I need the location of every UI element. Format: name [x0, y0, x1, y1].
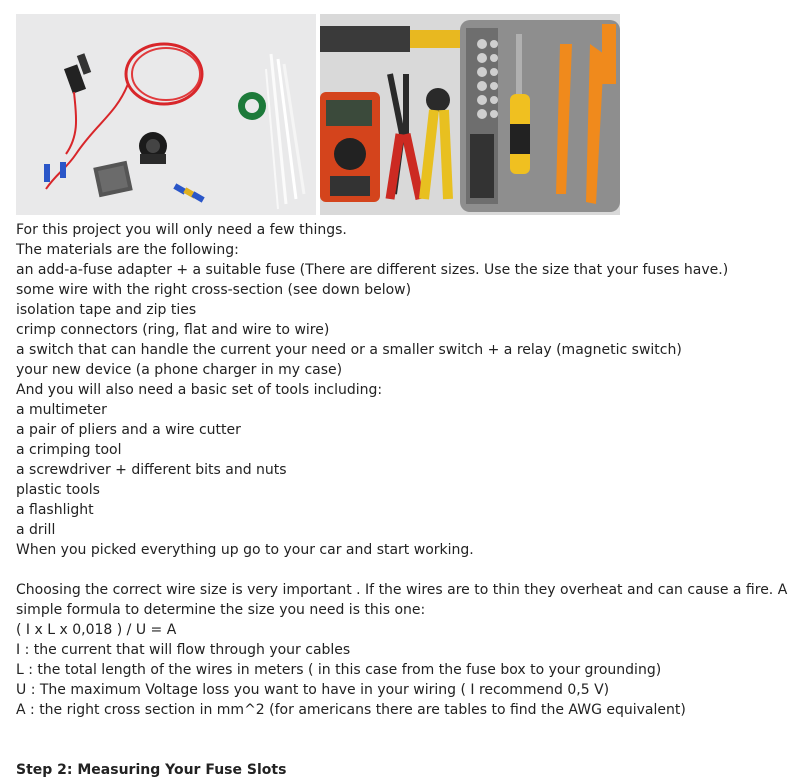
step-title: Step 2: Measuring Your Fuse Slots	[16, 762, 287, 778]
text-line: The materials are the following:	[16, 242, 239, 258]
tools-photo[interactable]	[320, 14, 620, 215]
wire-size-paragraph: Choosing the correct wire size is very important . If the wires are to thin they overheat and can cause a fire. A simple formula to determine the size you need is this one:	[16, 582, 788, 618]
photo-row	[16, 14, 620, 215]
step-body	[16, 220, 802, 780]
text-line: some wire with the right cross-section (see down below)	[16, 282, 412, 298]
text-line: a switch that can handle the current your need or a smaller switch + a relay (magnetic switch)	[16, 342, 682, 358]
text-line: a crimping tool	[16, 442, 122, 458]
text-line: a screwdriver + different bits and nuts	[16, 462, 287, 478]
text-line: a flashlight	[16, 502, 94, 518]
text-line: L : the total length of the wires in meters ( in this case from the fuse box to your grounding)	[16, 662, 662, 678]
text-line: crimp connectors (ring, flat and wire to wire)	[16, 322, 330, 338]
text-line: plastic tools	[16, 482, 100, 498]
text-line: I : the current that will flow through your cables	[16, 642, 351, 658]
spacer	[16, 720, 802, 760]
materials-photo[interactable]	[16, 14, 316, 215]
text-line: a pair of pliers and a wire cutter	[16, 422, 241, 438]
text-line: a drill	[16, 522, 56, 538]
formula-list	[16, 620, 802, 720]
text-line: When you picked everything up go to your car and start working.	[16, 542, 474, 558]
text-line: For this project you will only need a few things.	[16, 222, 347, 238]
spacer	[16, 560, 802, 580]
text-line: an add-a-fuse adapter + a suitable fuse (There are different sizes. Use the size that your fuses have.)	[16, 262, 729, 278]
text-line: your new device (a phone charger in my case)	[16, 362, 343, 378]
text-line: a multimeter	[16, 402, 107, 418]
materials-list	[16, 220, 802, 560]
text-line: A : the right cross section in mm^2 (for americans there are tables to find the AWG equivalent)	[16, 702, 686, 718]
text-line: isolation tape and zip ties	[16, 302, 197, 318]
text-line: U : The maximum Voltage loss you want to have in your wiring ( I recommend 0,5 V)	[16, 682, 610, 698]
text-line: And you will also need a basic set of tools including:	[16, 382, 383, 398]
text-line: ( I x L x 0,018 ) / U = A	[16, 622, 177, 638]
